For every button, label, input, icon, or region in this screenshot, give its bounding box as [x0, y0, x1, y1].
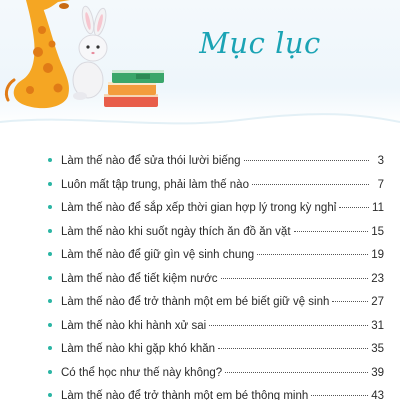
toc-entry[interactable] — [48, 390, 384, 400]
dot-leader — [294, 231, 369, 232]
toc-entry-page-number: 35 — [371, 343, 384, 355]
bullet-icon — [48, 229, 52, 233]
dot-leader — [244, 160, 369, 161]
toc-entry-page-number: 19 — [371, 249, 384, 261]
toc-entry[interactable] — [48, 155, 384, 173]
bullet-icon — [48, 393, 52, 397]
dot-leader — [332, 301, 368, 302]
dot-leader — [221, 278, 369, 279]
bullet-icon — [48, 252, 52, 256]
dot-leader — [311, 395, 368, 396]
toc-entry-page-number: 27 — [371, 296, 384, 308]
bullet-icon — [48, 205, 52, 209]
toc-entry-title: Làm thế nào khi suốt ngày thích ăn đồ ăn vặt — [61, 225, 291, 238]
toc-entry-title: Luôn mất tập trung, phải làm thế nào — [61, 178, 249, 191]
toc-entry[interactable] — [48, 367, 384, 385]
toc-entry-page-number: 7 — [377, 178, 384, 191]
toc-entry[interactable] — [48, 249, 384, 267]
toc-entry-title: Có thể học như thế này không? — [61, 366, 223, 379]
toc-entry[interactable] — [48, 296, 384, 314]
bullet-icon — [48, 370, 52, 374]
toc-entry[interactable] — [48, 226, 384, 244]
toc-entry-page-number: 11 — [372, 202, 384, 214]
toc-entry-title: Làm thế nào để trở thành một em bé thông minh — [61, 390, 309, 400]
dot-leader — [339, 207, 369, 208]
bullet-icon — [48, 299, 52, 303]
toc-entry-title: Làm thế nào để sửa thói lười biếng — [61, 155, 241, 167]
header-illustration — [0, 0, 180, 118]
toc-entry[interactable] — [48, 273, 384, 291]
bullet-icon — [48, 182, 52, 186]
dot-leader — [209, 325, 368, 326]
bullet-icon — [48, 346, 52, 350]
dot-leader — [225, 372, 368, 373]
page-title: Mục lục — [199, 26, 321, 60]
toc-entry-title: Làm thế nào để giữ gìn vệ sinh chung — [61, 249, 255, 261]
bunny-icon — [73, 5, 108, 100]
dot-leader — [218, 348, 368, 349]
toc-entry[interactable] — [48, 179, 384, 197]
toc-entry-title: Làm thế nào khi gặp khó khăn — [61, 343, 216, 355]
toc-entry-title: Làm thế nào để sắp xếp thời gian hợp lý trong kỳ nghỉ — [61, 202, 337, 214]
toc-entry-page-number: 39 — [371, 366, 384, 379]
dot-leader — [257, 254, 368, 255]
bullet-icon — [48, 323, 52, 327]
toc-entry-page-number: 15 — [371, 225, 384, 238]
header-wave-divider — [0, 112, 400, 152]
toc-entry-page-number: 31 — [371, 319, 384, 332]
dot-leader — [252, 184, 369, 185]
toc-entry[interactable] — [48, 202, 384, 220]
toc-entry[interactable] — [48, 343, 384, 361]
toc-entry-title: Làm thế nào để trở thành một em bé biết giữ vệ sinh — [61, 296, 330, 308]
books-stack-icon — [104, 70, 164, 107]
toc-entry-title: Làm thế nào để tiết kiệm nước — [61, 272, 218, 285]
toc-entry-title: Làm thế nào khi hành xử sai — [61, 319, 207, 332]
giraffe-icon — [6, 0, 70, 108]
toc-entry[interactable] — [48, 320, 384, 338]
toc-entry-page-number: 3 — [377, 155, 384, 167]
bullet-icon — [48, 158, 52, 162]
bullet-icon — [48, 276, 52, 280]
toc-entry-page-number: 23 — [371, 272, 384, 285]
toc-entry-page-number: 43 — [371, 390, 384, 400]
